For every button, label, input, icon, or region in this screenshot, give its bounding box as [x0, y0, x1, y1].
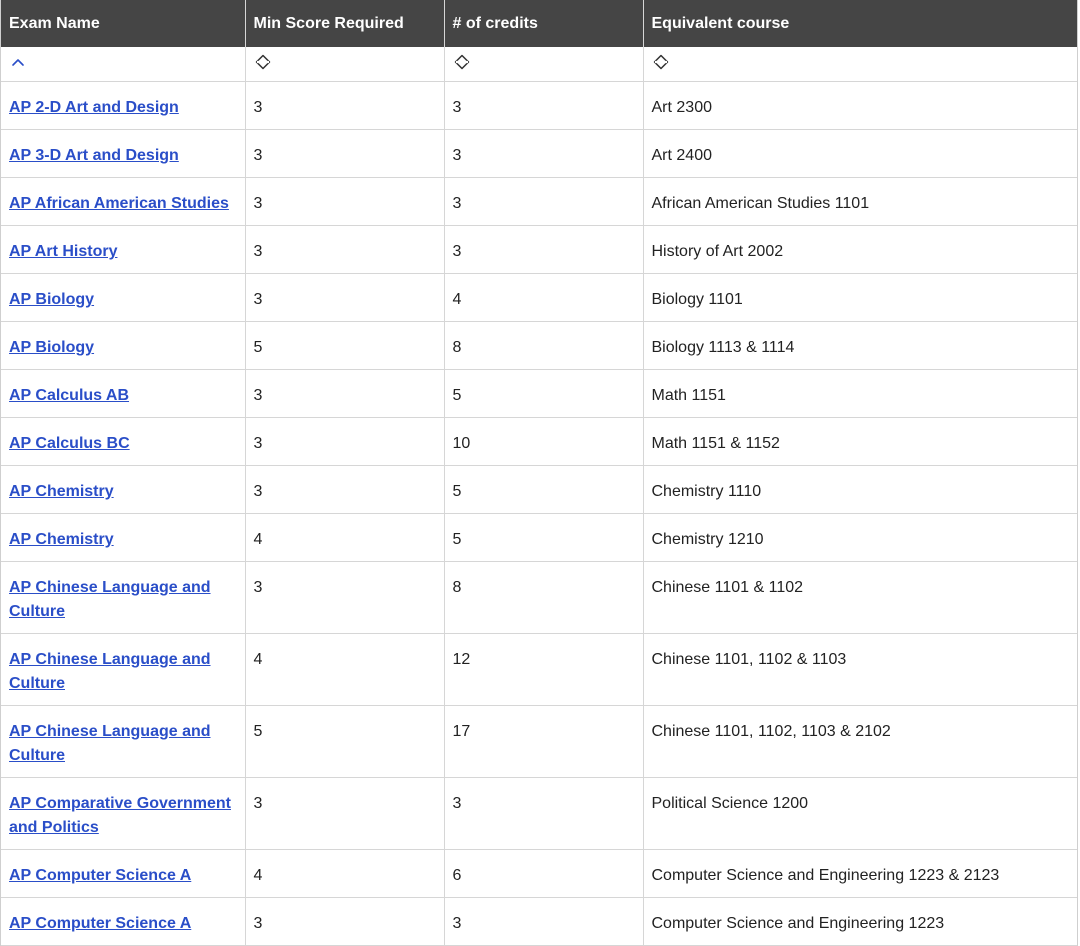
exam-name-cell: [1, 850, 245, 898]
min-score-cell: 5: [245, 322, 444, 370]
exam-link[interactable]: AP African American Studies: [9, 195, 229, 212]
credits-cell: 5: [444, 370, 643, 418]
credits-cell: 6: [444, 850, 643, 898]
min-score-cell: 4: [245, 634, 444, 706]
table-row: [1, 466, 1077, 514]
credits-cell: 12: [444, 634, 643, 706]
min-score-cell: 4: [245, 514, 444, 562]
exam-link[interactable]: AP 2-D Art and Design: [9, 99, 179, 116]
chevron-up-icon[interactable]: [9, 53, 27, 71]
min-score-cell: 3: [245, 226, 444, 274]
credits-cell: 8: [444, 322, 643, 370]
table-row: [1, 634, 1077, 706]
equivalent-course-cell: Chinese 1101 & 1102: [643, 562, 1077, 634]
table-row: [1, 322, 1077, 370]
header-equivalent-course: Equivalent course: [643, 0, 1077, 47]
min-score-cell: 3: [245, 898, 444, 946]
credits-cell: 10: [444, 418, 643, 466]
equivalent-course-cell: African American Studies 1101: [643, 178, 1077, 226]
table-row: [1, 226, 1077, 274]
sort-row: [1, 47, 1077, 82]
exam-credit-table: [1, 0, 1077, 946]
exam-name-cell: [1, 274, 245, 322]
exam-name-cell: [1, 322, 245, 370]
credits-cell: 5: [444, 514, 643, 562]
equivalent-course-cell: Computer Science and Engineering 1223 & 2123: [643, 850, 1077, 898]
table-row: [1, 706, 1077, 778]
exam-link[interactable]: AP Computer Science A: [9, 915, 192, 932]
table-row: [1, 418, 1077, 466]
exam-name-cell: [1, 130, 245, 178]
sort-icon[interactable]: [453, 53, 471, 71]
exam-link[interactable]: AP Calculus AB: [9, 387, 130, 404]
exam-name-cell: [1, 898, 245, 946]
equivalent-course-cell: History of Art 2002: [643, 226, 1077, 274]
table-row: [1, 178, 1077, 226]
credits-cell: 3: [444, 778, 643, 850]
sort-cell-min-score: [245, 47, 444, 82]
exam-name-cell: [1, 514, 245, 562]
min-score-cell: 3: [245, 418, 444, 466]
equivalent-course-cell: Art 2400: [643, 130, 1077, 178]
exam-link[interactable]: AP Chemistry: [9, 531, 114, 548]
exam-link[interactable]: AP Chinese Language and Culture: [9, 723, 211, 764]
credits-cell: 5: [444, 466, 643, 514]
min-score-cell: 5: [245, 706, 444, 778]
exam-link[interactable]: AP Biology: [9, 339, 95, 356]
min-score-cell: 3: [245, 370, 444, 418]
equivalent-course-cell: Math 1151: [643, 370, 1077, 418]
min-score-cell: 3: [245, 82, 444, 130]
exam-name-cell: [1, 370, 245, 418]
table-header-row: [1, 0, 1077, 47]
credits-cell: 3: [444, 178, 643, 226]
min-score-cell: 3: [245, 274, 444, 322]
sort-cell-credits: [444, 47, 643, 82]
exam-link[interactable]: AP Calculus BC: [9, 435, 130, 452]
equivalent-course-cell: Chemistry 1210: [643, 514, 1077, 562]
credits-cell: 3: [444, 82, 643, 130]
equivalent-course-cell: Biology 1113 & 1114: [643, 322, 1077, 370]
exam-link[interactable]: AP Chemistry: [9, 483, 114, 500]
sort-cell-equivalent-course: [643, 47, 1077, 82]
equivalent-course-cell: Chinese 1101, 1102 & 1103: [643, 634, 1077, 706]
equivalent-course-cell: Political Science 1200: [643, 778, 1077, 850]
table-row: [1, 370, 1077, 418]
exam-link[interactable]: AP Computer Science A: [9, 867, 192, 884]
min-score-cell: 3: [245, 178, 444, 226]
table-row: [1, 898, 1077, 946]
header-exam-name: Exam Name: [1, 0, 245, 47]
sort-icon[interactable]: [254, 53, 272, 71]
credits-cell: 4: [444, 274, 643, 322]
credits-cell: 3: [444, 130, 643, 178]
exam-name-cell: [1, 778, 245, 850]
table-row: [1, 514, 1077, 562]
header-min-score: Min Score Required: [245, 0, 444, 47]
exam-name-cell: [1, 82, 245, 130]
credits-cell: 8: [444, 562, 643, 634]
table-row: [1, 82, 1077, 130]
exam-name-cell: [1, 178, 245, 226]
equivalent-course-cell: Computer Science and Engineering 1223: [643, 898, 1077, 946]
exam-name-cell: [1, 226, 245, 274]
equivalent-course-cell: Chinese 1101, 1102, 1103 & 2102: [643, 706, 1077, 778]
sort-icon[interactable]: [652, 53, 670, 71]
min-score-cell: 3: [245, 562, 444, 634]
exam-link[interactable]: AP Art History: [9, 243, 118, 260]
exam-name-cell: [1, 562, 245, 634]
header-credits: # of credits: [444, 0, 643, 47]
exam-link[interactable]: AP Biology: [9, 291, 95, 308]
exam-name-cell: [1, 634, 245, 706]
exam-link[interactable]: AP 3-D Art and Design: [9, 147, 179, 164]
table-row: [1, 274, 1077, 322]
equivalent-course-cell: Art 2300: [643, 82, 1077, 130]
credits-cell: 3: [444, 226, 643, 274]
exam-name-cell: [1, 706, 245, 778]
table-row: [1, 562, 1077, 634]
exam-name-cell: [1, 418, 245, 466]
table-row: [1, 778, 1077, 850]
min-score-cell: 3: [245, 778, 444, 850]
credits-cell: 17: [444, 706, 643, 778]
equivalent-course-cell: Chemistry 1110: [643, 466, 1077, 514]
exam-link[interactable]: AP Chinese Language and Culture: [9, 651, 211, 692]
table-row: [1, 130, 1077, 178]
min-score-cell: 4: [245, 850, 444, 898]
table-row: [1, 850, 1077, 898]
min-score-cell: 3: [245, 130, 444, 178]
equivalent-course-cell: Biology 1101: [643, 274, 1077, 322]
equivalent-course-cell: Math 1151 & 1152: [643, 418, 1077, 466]
min-score-cell: 3: [245, 466, 444, 514]
exam-name-cell: [1, 466, 245, 514]
exam-link[interactable]: AP Comparative Government and Politics: [9, 795, 231, 836]
sort-cell-exam-name: [1, 47, 245, 82]
credits-cell: 3: [444, 898, 643, 946]
exam-link[interactable]: AP Chinese Language and Culture: [9, 579, 211, 620]
